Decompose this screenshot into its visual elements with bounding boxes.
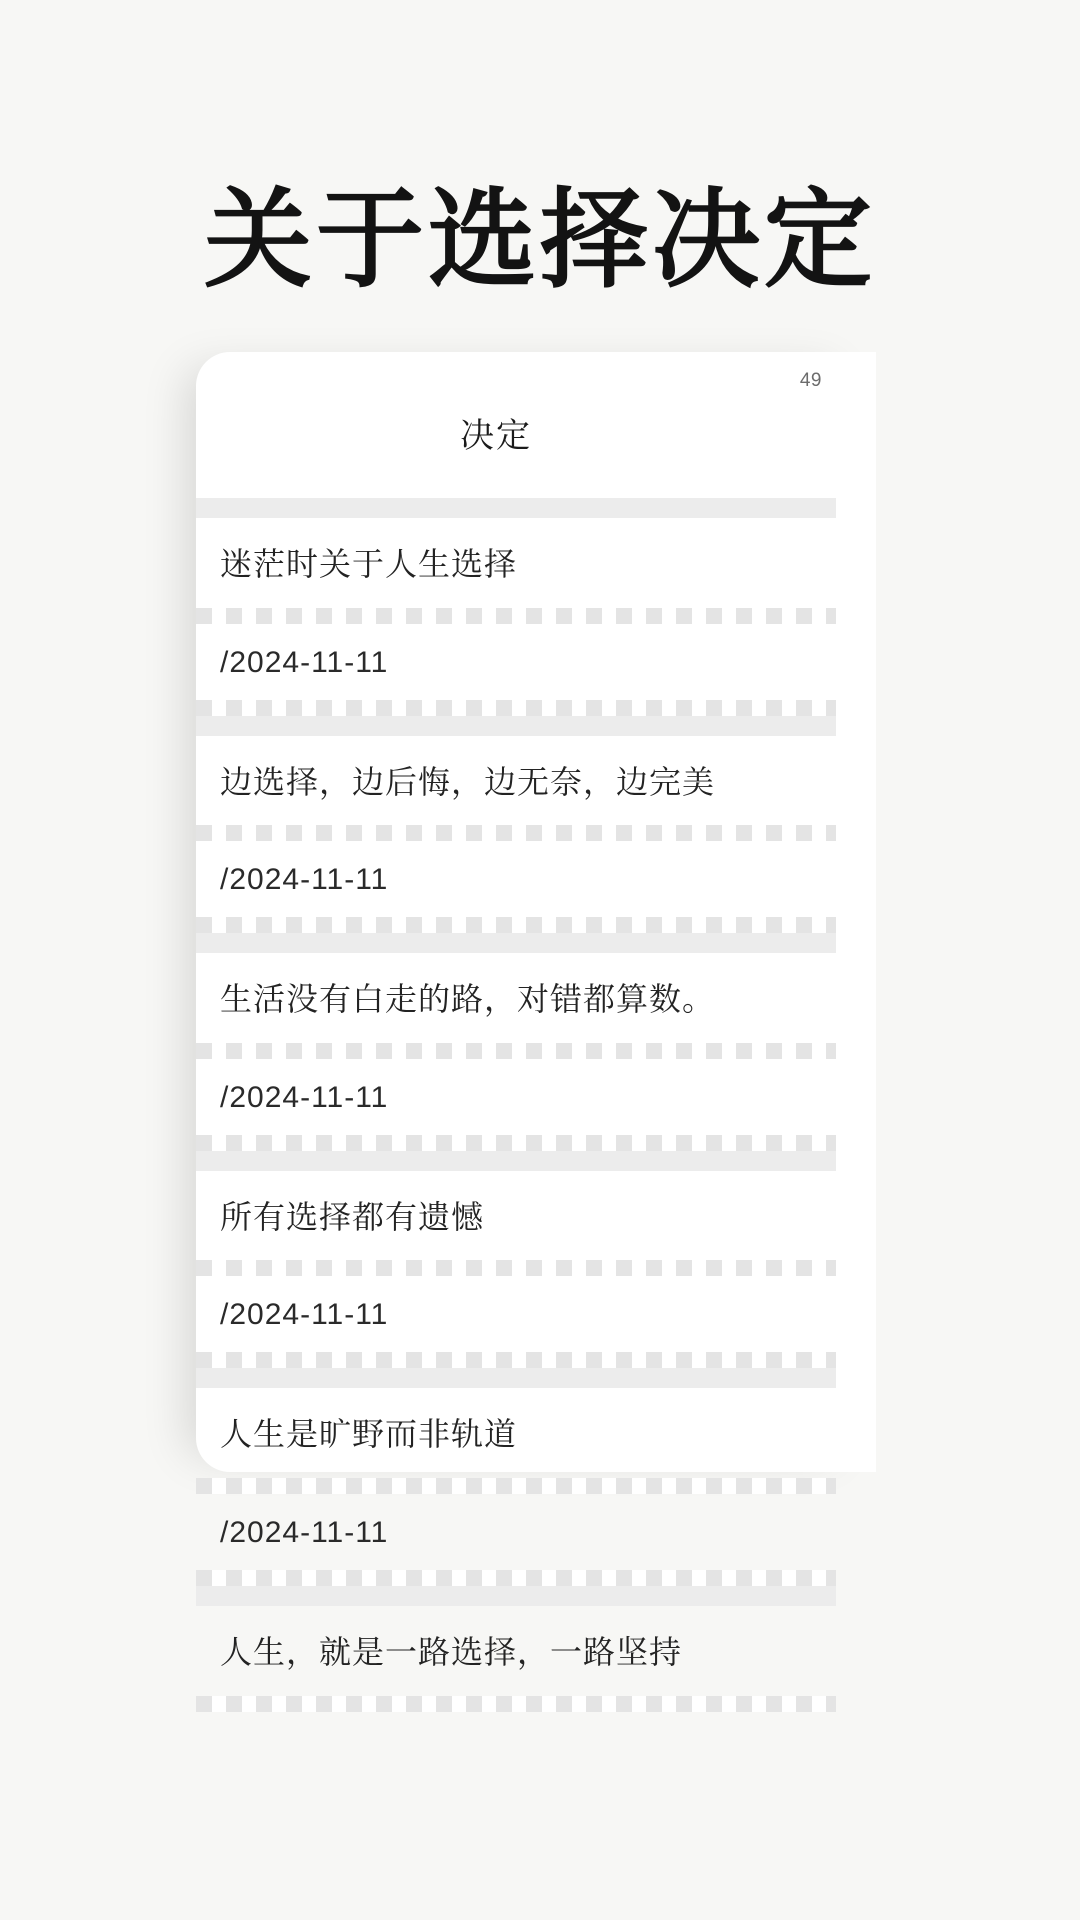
redaction-strip [196, 700, 836, 716]
card-title: 决定 [460, 417, 532, 455]
redaction-strip [196, 1478, 836, 1494]
separator-band [196, 498, 836, 518]
separator-band [196, 1586, 836, 1606]
list-item-date: /2024-11-11 [220, 863, 389, 897]
redaction-strip [196, 825, 836, 841]
list-item[interactable] [196, 1606, 876, 1712]
redaction-strip [196, 1570, 836, 1586]
redaction-strip [196, 917, 836, 933]
list-item-title: 迷茫时关于人生选择 [220, 546, 518, 582]
list-item[interactable] [196, 518, 876, 716]
list-item[interactable] [196, 1388, 876, 1586]
redaction-strip [196, 608, 836, 624]
redaction-strip [196, 1352, 836, 1368]
note-card-inner [196, 352, 876, 1670]
note-list [196, 498, 876, 1712]
separator-band [196, 933, 836, 953]
redaction-strip [196, 1696, 836, 1712]
list-item-title: 所有选择都有遗憾 [220, 1198, 485, 1235]
list-item[interactable] [196, 736, 876, 934]
list-item[interactable] [196, 1171, 876, 1369]
list-item-title: 人生是旷野而非轨道 [220, 1416, 518, 1453]
list-item[interactable] [196, 953, 876, 1151]
separator-band [196, 1151, 836, 1171]
list-item-title: 边选择，边后悔，边无奈，边完美 [220, 763, 716, 800]
redaction-strip [196, 1260, 836, 1276]
list-item-date: /2024-11-11 [220, 1080, 389, 1114]
separator-band [196, 716, 836, 736]
note-card [196, 352, 876, 1670]
list-item-title: 人生，就是一路选择，一路坚持 [220, 1633, 683, 1670]
list-item-title: 生活没有白走的路，对错都算数。 [220, 981, 716, 1018]
page-title: 关于选择决定 [203, 179, 876, 301]
list-item-date: /2024-11-11 [220, 1298, 389, 1332]
redaction-strip [196, 1043, 836, 1059]
list-item-date: /2024-11-11 [220, 645, 389, 679]
redaction-strip [196, 1135, 836, 1151]
list-item-date: /2024-11-11 [220, 1515, 389, 1549]
separator-band [196, 1368, 836, 1388]
page-number: 49 [799, 370, 822, 391]
